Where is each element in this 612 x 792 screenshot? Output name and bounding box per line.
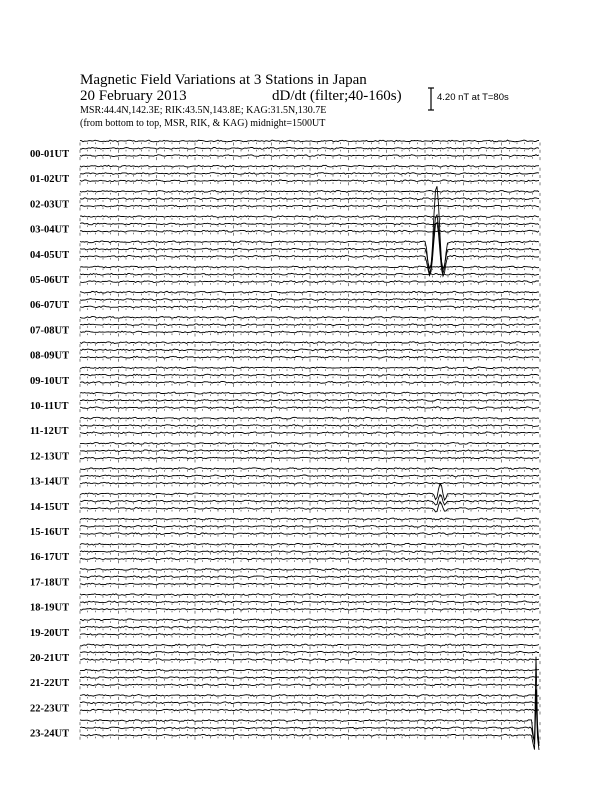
minute-ticks	[80, 722, 540, 725]
hour-label: 14-15UT	[30, 501, 70, 513]
hour-label: 04-05UT	[30, 249, 70, 261]
station-trace	[80, 349, 539, 351]
station-trace	[80, 583, 539, 585]
minute-ticks	[80, 143, 540, 146]
station-trace	[80, 608, 539, 610]
minute-ticks	[80, 225, 540, 228]
station-trace	[80, 634, 539, 636]
minute-ticks	[80, 629, 540, 632]
minute-ticks	[80, 485, 540, 488]
minute-ticks	[80, 402, 540, 405]
station-trace	[80, 342, 539, 344]
station-trace	[80, 626, 539, 628]
station-trace	[80, 651, 539, 653]
minute-ticks	[80, 704, 540, 707]
station-trace	[80, 147, 539, 149]
station-trace	[80, 543, 539, 545]
station-trace	[80, 324, 539, 326]
station-trace	[80, 299, 539, 301]
hour-label: 08-09UT	[30, 350, 70, 362]
station-trace	[80, 457, 539, 459]
station-trace	[80, 281, 539, 283]
station-trace	[80, 432, 539, 434]
hour-label: 15-16UT	[30, 527, 70, 538]
minute-ticks	[80, 712, 540, 715]
station-order-note: (from bottom to top, MSR, RIK, & KAG) midnight=1500UT	[80, 118, 326, 129]
station-trace	[80, 155, 539, 157]
minute-ticks	[80, 445, 540, 448]
hour-label: 03-04UT	[30, 224, 70, 236]
station-trace	[80, 450, 539, 452]
minute-ticks	[80, 427, 540, 430]
station-trace	[80, 356, 539, 358]
minute-ticks	[80, 578, 540, 581]
hour-label: 05-06UT	[30, 275, 70, 286]
minute-ticks	[80, 420, 540, 423]
hour-label: 17-18UT	[30, 577, 70, 589]
station-trace	[80, 230, 539, 232]
station-trace	[80, 468, 539, 470]
minute-ticks	[80, 503, 540, 506]
minute-ticks	[80, 535, 540, 538]
hour-label: 07-08UT	[30, 325, 70, 337]
minute-ticks	[80, 434, 540, 437]
station-trace	[80, 198, 539, 200]
station-trace	[80, 551, 539, 553]
minute-ticks	[80, 737, 540, 740]
minute-ticks	[80, 546, 540, 549]
station-trace	[80, 518, 539, 520]
station-trace	[80, 659, 539, 661]
station-trace	[80, 695, 539, 697]
minute-ticks	[80, 200, 540, 203]
minute-ticks	[80, 251, 540, 254]
minute-ticks	[80, 344, 540, 347]
station-trace	[80, 331, 539, 333]
hour-label-group	[30, 149, 69, 740]
minute-ticks	[80, 283, 540, 286]
station-trace	[80, 525, 539, 527]
station-trace	[80, 644, 539, 646]
chart-date: 20 February 2013	[80, 88, 187, 104]
station-trace	[80, 677, 539, 679]
station-trace	[80, 223, 539, 225]
trace-group	[80, 140, 540, 750]
hour-label: 12-13UT	[30, 451, 70, 463]
minute-ticks	[80, 686, 540, 689]
station-trace	[80, 533, 539, 535]
minute-ticks	[80, 409, 540, 412]
hour-label: 20-21UT	[30, 653, 70, 664]
station-coordinates: MSR:44.4N,142.3E; RIK:43.5N,143.8E; KAG:31.5N,130.7E	[80, 105, 327, 116]
minute-ticks	[80, 301, 540, 304]
minute-ticks	[80, 243, 540, 246]
minute-ticks	[80, 233, 540, 236]
minute-ticks	[80, 319, 540, 322]
hour-label: 23-24UT	[30, 728, 70, 740]
minute-ticks	[80, 359, 540, 362]
station-trace	[80, 180, 539, 182]
station-trace	[80, 367, 539, 369]
station-trace	[80, 702, 539, 704]
hour-label: 11-12UT	[30, 426, 69, 438]
minute-ticks	[80, 553, 540, 556]
station-trace	[80, 216, 539, 218]
station-trace	[80, 317, 539, 319]
station-trace	[80, 173, 539, 175]
minute-ticks	[80, 571, 540, 574]
minute-ticks	[80, 294, 540, 297]
minute-ticks	[80, 369, 540, 372]
minute-ticks	[80, 208, 540, 211]
station-trace	[80, 392, 539, 394]
minute-ticks	[80, 182, 540, 185]
minute-ticks	[80, 679, 540, 682]
minute-ticks	[80, 621, 540, 624]
minute-ticks	[80, 326, 540, 329]
minute-ticks	[80, 654, 540, 657]
hour-label: 16-17UT	[30, 552, 70, 564]
minute-ticks	[80, 377, 540, 380]
station-trace	[80, 709, 539, 711]
minute-ticks	[80, 351, 540, 354]
minute-ticks	[80, 157, 540, 160]
minute-ticks	[80, 470, 540, 473]
hour-label: 09-10UT	[30, 375, 70, 387]
station-trace	[80, 594, 539, 596]
station-trace	[80, 273, 539, 275]
station-trace	[80, 475, 539, 477]
hour-label: 18-19UT	[30, 602, 70, 614]
station-trace	[80, 601, 539, 603]
hour-label: 00-01UT	[30, 149, 70, 160]
minute-ticks	[80, 636, 540, 639]
minute-ticks	[80, 269, 540, 272]
minute-ticks	[80, 697, 540, 700]
station-trace	[80, 443, 539, 445]
minute-ticks	[80, 168, 540, 171]
minute-ticks	[80, 729, 540, 732]
minute-ticks	[80, 510, 540, 513]
minute-ticks	[80, 460, 540, 463]
chart-title: Magnetic Field Variations at 3 Stations in Japan	[80, 72, 367, 88]
minute-ticks	[80, 495, 540, 498]
hour-label: 21-22UT	[30, 678, 70, 690]
minute-ticks	[80, 528, 540, 531]
minute-ticks	[80, 334, 540, 337]
station-trace	[80, 569, 539, 571]
minute-ticks	[80, 276, 540, 279]
minute-ticks	[80, 611, 540, 614]
station-trace	[80, 482, 539, 484]
minute-ticks	[80, 586, 540, 589]
filter-label: dD/dt (filter;40-160s)	[272, 88, 402, 104]
minute-ticks	[80, 452, 540, 455]
minute-ticks	[80, 150, 540, 153]
minute-ticks	[80, 384, 540, 387]
station-trace	[80, 205, 539, 207]
station-trace	[80, 425, 539, 427]
station-trace	[80, 407, 539, 409]
hour-label: 13-14UT	[30, 476, 70, 488]
station-trace	[80, 619, 539, 621]
minute-ticks	[80, 193, 540, 196]
hour-label: 19-20UT	[30, 627, 70, 639]
station-trace	[80, 266, 539, 268]
station-trace	[80, 165, 539, 167]
minute-ticks	[80, 647, 540, 650]
station-trace	[80, 684, 539, 686]
minute-ticks	[80, 218, 540, 221]
minute-ticks	[80, 672, 540, 675]
station-trace	[80, 382, 539, 384]
station-trace	[80, 140, 539, 142]
minute-ticks	[80, 603, 540, 606]
station-trace	[80, 306, 539, 308]
hour-label: 01-02UT	[30, 174, 70, 186]
minute-ticks	[80, 477, 540, 480]
scale-label: 4.20 nT at T=80s	[437, 92, 509, 103]
minute-ticks	[80, 395, 540, 398]
minute-ticks	[80, 308, 540, 311]
minute-ticks	[80, 175, 540, 178]
station-trace	[80, 374, 539, 376]
station-trace	[80, 399, 539, 401]
hour-label: 10-11UT	[30, 401, 69, 412]
hour-label: 02-03UT	[30, 199, 70, 211]
minute-ticks	[80, 661, 540, 664]
station-trace	[80, 417, 539, 419]
minute-ticks	[80, 521, 540, 524]
station-trace	[80, 191, 539, 193]
station-trace	[80, 558, 539, 560]
hour-label: 22-23UT	[30, 703, 70, 715]
station-trace	[80, 576, 539, 578]
minute-ticks	[80, 258, 540, 261]
minute-ticks	[80, 560, 540, 563]
minute-ticks	[80, 596, 540, 599]
station-trace	[80, 669, 539, 671]
hour-label: 06-07UT	[30, 300, 70, 312]
station-trace	[80, 291, 539, 293]
